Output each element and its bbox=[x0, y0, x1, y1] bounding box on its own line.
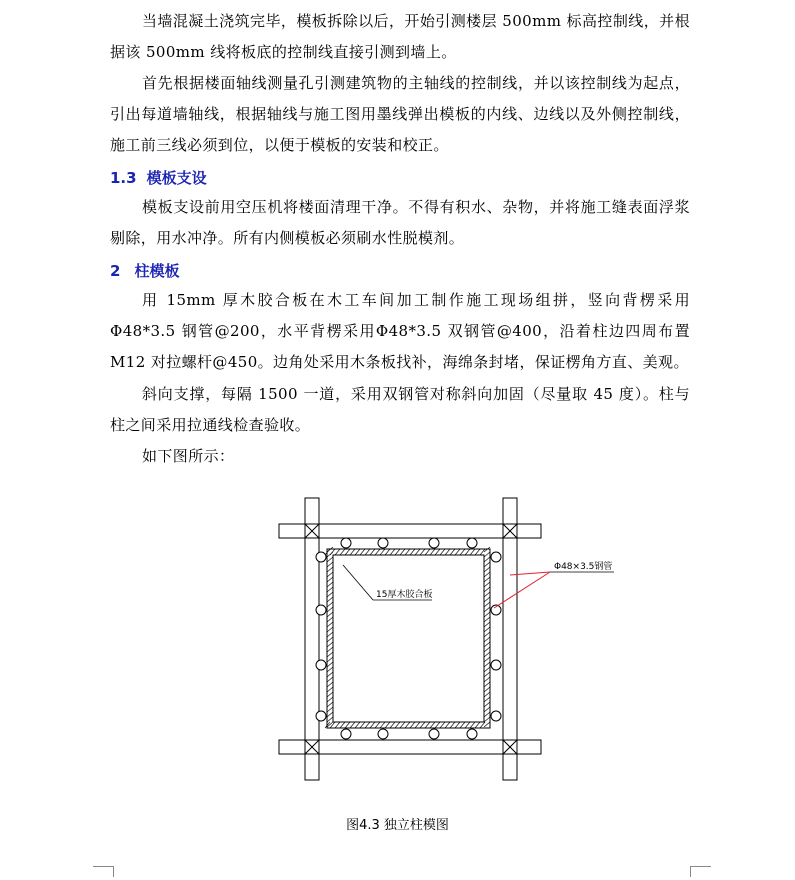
hatch-line bbox=[450, 549, 455, 555]
hatch-line bbox=[327, 707, 333, 712]
hatch-line bbox=[340, 549, 345, 555]
hatch-line bbox=[484, 597, 490, 602]
hatch-line bbox=[420, 722, 425, 728]
hatch-line bbox=[375, 722, 380, 728]
hatch-line bbox=[465, 722, 470, 728]
hatch-line bbox=[400, 722, 405, 728]
hatch-line bbox=[484, 642, 490, 647]
steel-pipe bbox=[429, 729, 439, 739]
hatch-line bbox=[390, 549, 395, 555]
hatch-line bbox=[327, 632, 333, 637]
hatch-line bbox=[484, 607, 490, 612]
hatch-line bbox=[355, 722, 360, 728]
hatch-line bbox=[350, 722, 355, 728]
steel-pipe bbox=[316, 660, 326, 670]
hatch-line bbox=[425, 549, 430, 555]
hatch-line bbox=[390, 722, 395, 728]
hatch-line bbox=[355, 549, 360, 555]
hatch-line bbox=[484, 712, 490, 717]
hatch-line bbox=[484, 602, 490, 607]
hatch-line bbox=[455, 722, 460, 728]
page-corner-mark-right bbox=[690, 866, 711, 877]
hatch-line bbox=[420, 549, 425, 555]
hatch-line bbox=[405, 549, 410, 555]
hatch-line bbox=[484, 617, 490, 622]
hatch-line bbox=[484, 687, 490, 692]
hatch-line bbox=[365, 722, 370, 728]
hatch-line bbox=[385, 722, 390, 728]
hatch-line bbox=[327, 637, 333, 642]
hatch-line bbox=[370, 722, 375, 728]
paragraph-formwork-setup: 模板支设前用空压机将楼面清理干净。不得有积水、杂物，并将施工缝表面浮浆剔除，用水冲净。所有内侧模板必须刷水性脱模剂。 bbox=[110, 198, 690, 247]
hatch-line bbox=[484, 652, 490, 657]
hatch-line bbox=[445, 549, 450, 555]
hatch-line bbox=[327, 582, 333, 587]
hatch-line bbox=[484, 657, 490, 662]
hatch-line bbox=[440, 549, 445, 555]
hatch-line bbox=[455, 549, 460, 555]
hatch-line bbox=[484, 627, 490, 632]
plywood-label: 15厚木胶合板 bbox=[376, 590, 433, 600]
hatch-line bbox=[327, 657, 333, 662]
hatch-line bbox=[380, 722, 385, 728]
hatch-line bbox=[345, 549, 350, 555]
hatch-line bbox=[484, 672, 490, 677]
hatch-line bbox=[460, 549, 465, 555]
hatch-line bbox=[327, 717, 333, 722]
hatch-line bbox=[330, 722, 335, 728]
hatch-line bbox=[327, 677, 333, 682]
hatch-line bbox=[484, 667, 490, 672]
steel-pipe bbox=[316, 605, 326, 615]
hatch-line bbox=[435, 549, 440, 555]
hatch-line bbox=[327, 667, 333, 672]
hatch-line bbox=[327, 712, 333, 717]
hatch-line bbox=[484, 612, 490, 617]
hatch-line bbox=[405, 722, 410, 728]
hatch-line bbox=[484, 637, 490, 642]
section-number: 2 bbox=[110, 262, 121, 280]
steel-pipe bbox=[429, 538, 439, 548]
left-vertical-pipe bbox=[305, 498, 319, 780]
paragraph-column-formwork: 用 15mm 厚木胶合板在木工车间加工制作施工现场组拼，竖向背楞采用Φ48*3.5 钢管@200，水平背楞采用Φ48*3.5 双钢管@400，沿着柱边四周布置 M12 对拉螺杆@450。边角处采用木条板找补，海绵条封堵，保证楞角方直、美观。 bbox=[110, 291, 690, 371]
hatch-line bbox=[484, 702, 490, 707]
hatch-line bbox=[484, 647, 490, 652]
hatch-line bbox=[360, 722, 365, 728]
hatch-line bbox=[340, 722, 345, 728]
hatch-line bbox=[475, 722, 480, 728]
hatch-line bbox=[484, 717, 490, 722]
hatch-line bbox=[410, 549, 415, 555]
steel-pipe bbox=[491, 552, 501, 562]
hatch-line bbox=[327, 607, 333, 612]
hatch-line bbox=[484, 692, 490, 697]
paragraph-diagonal-bracing: 斜向支撑，每隔 1500 一道，采用双钢管对称斜向加固（尽量取 45 度）。柱与柱之间采用拉通线检查验收。 bbox=[110, 385, 690, 434]
hatch-line bbox=[380, 549, 385, 555]
hatch-line bbox=[425, 722, 430, 728]
hatch-line bbox=[327, 672, 333, 677]
section-number: 1.3 bbox=[110, 169, 137, 187]
hatch-line bbox=[395, 722, 400, 728]
pipe-leader-lower bbox=[494, 572, 550, 608]
hatch-line bbox=[350, 549, 355, 555]
hatch-line bbox=[445, 722, 450, 728]
hatch-line bbox=[484, 567, 490, 572]
hatch-line bbox=[327, 612, 333, 617]
steel-pipe bbox=[491, 711, 501, 721]
hatch-line bbox=[335, 722, 340, 728]
hatch-line bbox=[435, 722, 440, 728]
hatch-line bbox=[484, 722, 490, 727]
hatch-line bbox=[484, 707, 490, 712]
hatch-line bbox=[370, 549, 375, 555]
hatch-line bbox=[470, 722, 475, 728]
hatch-line bbox=[327, 622, 333, 627]
hatch-line bbox=[470, 549, 475, 555]
right-vertical-pipe bbox=[503, 498, 517, 780]
hatch-line bbox=[327, 647, 333, 652]
hatch-line bbox=[327, 662, 333, 667]
hatch-line bbox=[484, 622, 490, 627]
steel-pipe bbox=[316, 552, 326, 562]
hatch-line bbox=[440, 722, 445, 728]
section-title: 柱模板 bbox=[134, 262, 180, 280]
hatch-line bbox=[484, 557, 490, 562]
hatch-line bbox=[484, 552, 490, 557]
hatch-line bbox=[484, 577, 490, 582]
hatch-line bbox=[460, 722, 465, 728]
hatch-line bbox=[345, 722, 350, 728]
steel-pipe bbox=[467, 538, 477, 548]
hatch-line bbox=[365, 549, 370, 555]
hatch-line bbox=[360, 549, 365, 555]
hatch-line bbox=[327, 587, 333, 592]
hatch-line bbox=[430, 722, 435, 728]
hatch-line bbox=[484, 572, 490, 577]
hatch-line bbox=[465, 549, 470, 555]
hatch-line bbox=[327, 627, 333, 632]
hatch-line bbox=[327, 567, 333, 572]
hatch-line bbox=[327, 552, 333, 557]
hatch-line bbox=[327, 652, 333, 657]
hatch-line bbox=[327, 687, 333, 692]
hatch-line bbox=[430, 549, 435, 555]
hatch-line bbox=[450, 722, 455, 728]
steel-pipe bbox=[491, 660, 501, 670]
steel-pipe bbox=[378, 538, 388, 548]
hatch-line bbox=[484, 562, 490, 567]
page-corner-mark-left bbox=[93, 866, 114, 877]
hatch-line bbox=[327, 617, 333, 622]
hatch-line bbox=[327, 642, 333, 647]
section-title: 模板支设 bbox=[146, 169, 207, 187]
hatch-line bbox=[484, 582, 490, 587]
hatch-line bbox=[400, 549, 405, 555]
hatch-line bbox=[327, 602, 333, 607]
hatch-line bbox=[327, 572, 333, 577]
hatch-line bbox=[410, 722, 415, 728]
hatch-line bbox=[484, 697, 490, 702]
paragraph-axis-control: 首先根据楼面轴线测量孔引测建筑物的主轴线的控制线，并以该控制线为起点，引出每道墙轴线，根据轴线与施工图用墨线弹出模板的内线、边线以及外侧控制线，施工前三线必须到位，以便于模板的安装和校正。 bbox=[110, 74, 690, 154]
pipe-label: Φ48×3.5钢管 bbox=[554, 562, 613, 572]
hatch-line bbox=[385, 549, 390, 555]
hatch-line bbox=[327, 557, 333, 562]
figure-caption: 图4.3 独立柱模图 bbox=[346, 818, 449, 833]
hatch-line bbox=[415, 722, 420, 728]
hatch-line bbox=[327, 692, 333, 697]
hatch-line bbox=[484, 587, 490, 592]
hatch-line bbox=[395, 549, 400, 555]
hatch-line bbox=[327, 592, 333, 597]
hatch-line bbox=[484, 632, 490, 637]
steel-pipe bbox=[378, 729, 388, 739]
hatch-line bbox=[327, 562, 333, 567]
steel-pipe bbox=[341, 729, 351, 739]
hatch-line bbox=[327, 577, 333, 582]
hatch-line bbox=[484, 677, 490, 682]
paragraph-figure-intro: 如下图所示： bbox=[142, 447, 235, 465]
hatch-line bbox=[335, 549, 340, 555]
hatch-line bbox=[327, 597, 333, 602]
hatch-line bbox=[484, 662, 490, 667]
hatch-line bbox=[484, 682, 490, 687]
steel-pipe bbox=[316, 711, 326, 721]
steel-pipe bbox=[467, 729, 477, 739]
steel-pipe bbox=[341, 538, 351, 548]
hatch-line bbox=[484, 592, 490, 597]
hatch-line bbox=[327, 697, 333, 702]
hatch-line bbox=[327, 682, 333, 687]
paragraph-control-line: 当墙混凝土浇筑完毕，模板拆除以后，开始引测楼层 500mm 标高控制线，并根据该 500mm 线将板底的控制线直接引测到墙上。 bbox=[110, 12, 690, 61]
hatch-line bbox=[475, 549, 480, 555]
hatch-line bbox=[375, 549, 380, 555]
hatch-line bbox=[415, 549, 420, 555]
hatch-line bbox=[327, 702, 333, 707]
